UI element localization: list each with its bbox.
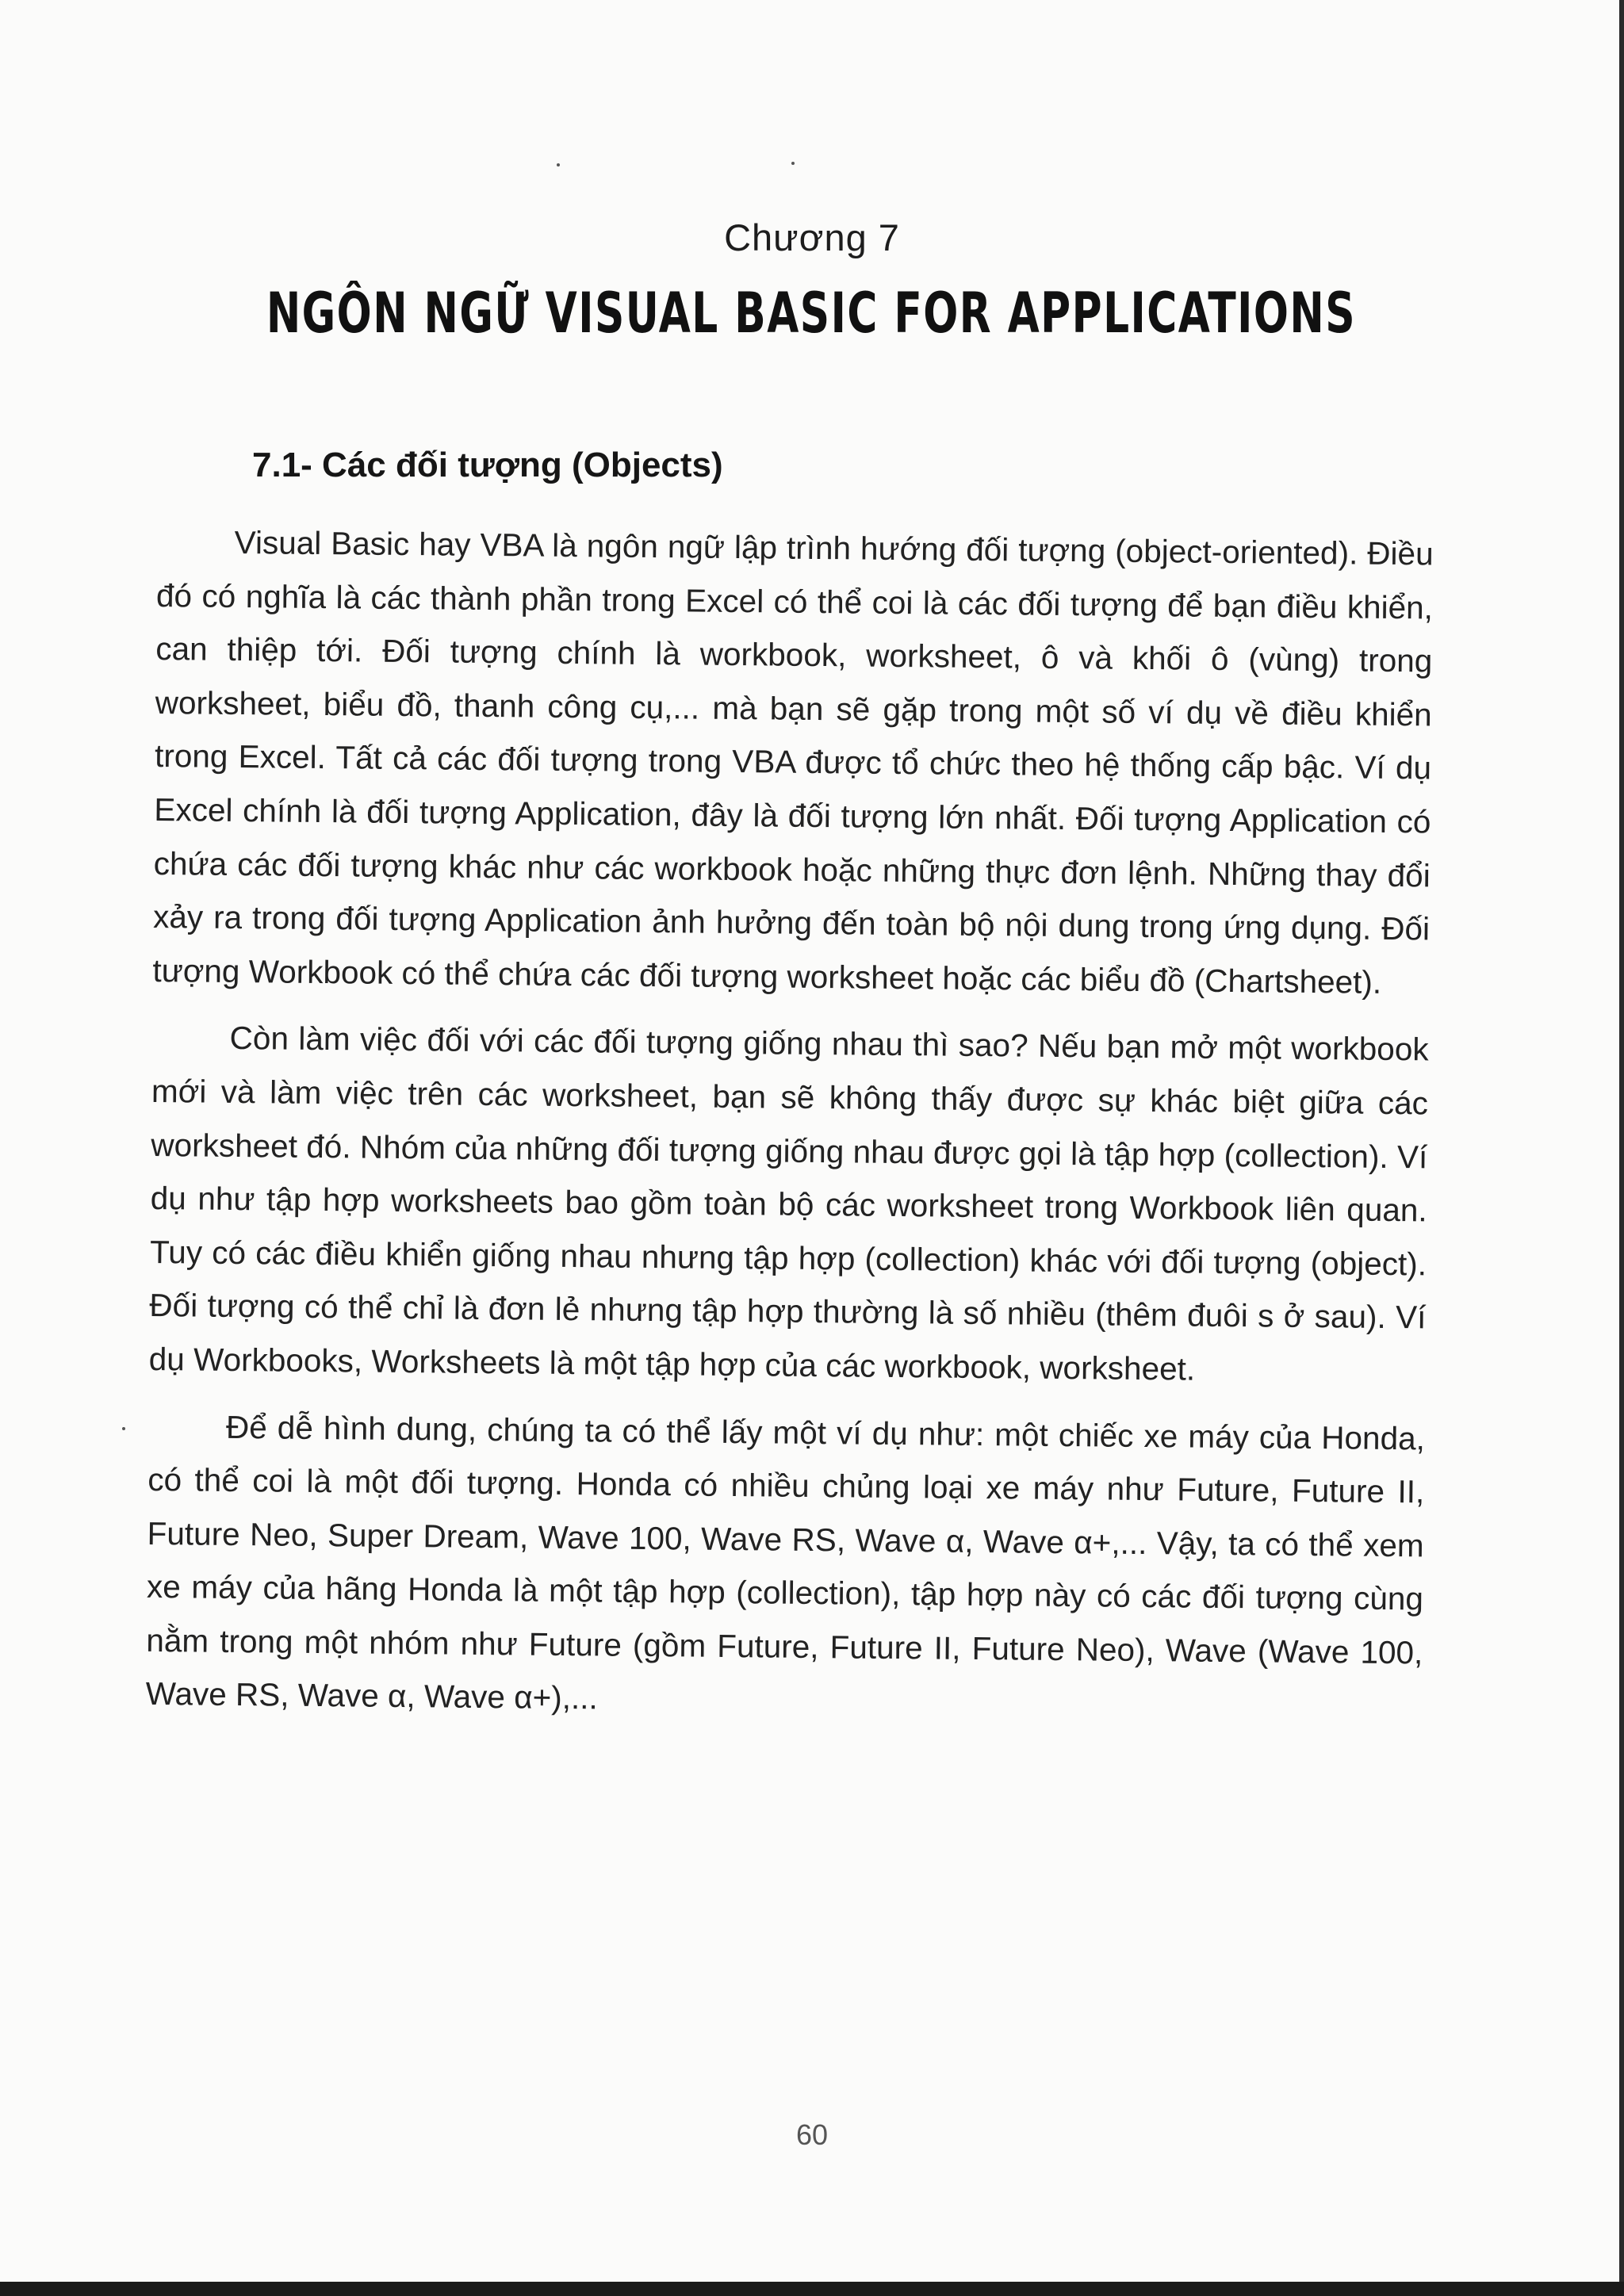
paragraph-2: Còn làm việc đối với các đối tượng giống nhau thì sao? Nếu bạn mở một workbook mới và làm việc trên các worksheet, bạn sẽ không thấy được sự khác biệt giữa các worksheet đó. Nhóm của những đối tượng giống nhau được gọi là tập hợp (collection). Ví dụ như tập hợp worksheets bao gồm toàn bộ các worksheet trong Workbook liên quan. Tuy có các điều khiển giống nhau nhưng tập hợp (collection) khác với đối tượng (object). Đối tượng có thể chỉ là đơn lẻ nhưng tập hợp thường là số nhiều (thêm đuôi s ở sau). Ví dụ Workbooks, Worksheets là một tập hợp của các workbook, worksheet. [148,1020,1429,1387]
scan-speck [557,163,560,166]
section-heading: 7.1- Các đối tượng (Objects) [252,446,723,484]
paragraph-1: Visual Basic hay VBA là ngôn ngữ lập trình hướng đối tượng (object-oriented). Điều đó có nghĩa là các thành phần trong Excel có thể coi là các đối tượng để bạn điều khiển, can thiệp tới. Đối tượng chính là workbook, worksheet, ô và khối ô (vùng) trong worksheet, biểu đồ, thanh công cụ,... mà bạn sẽ gặp trong một số ví dụ về điều khiển trong Excel. Tất cả các đối tượng trong VBA được tổ chức theo hệ thống cấp bậc. Ví dụ Excel chính là đối tượng Application, đây là đối tượng lớn nhất. Đối tượng Application có chứa các đối tượng khác như các workbook hoặc những thực đơn lệnh. Những thay đổi xảy ra trong đối tượng Application ảnh hưởng đến toàn bộ nội dung trong ứng dụng. Đối tượng Workbook có thể chứa các đối tượng worksheet hoặc các biểu đồ (Chartsheet). [152,523,1434,1001]
paragraph-3: Để dễ hình dung, chúng ta có thể lấy một ví dụ như: một chiếc xe máy của Honda, có thể coi là một đối tượng. Honda có nhiều chủng loại xe máy như Future, Future II, Future Neo, Super Dream, Wave 100, Wave RS, Wave α, Wave α+,... Vậy, ta có thể xem xe máy của hãng Honda là một tập hợp (collection), tập hợp này có các đối tượng cùng nằm trong một nhóm như Future (gồm Future, Future II, Future Neo), Wave (Wave 100, Wave RS, Wave α, Wave α+),... [145,1408,1426,1716]
scan-speck [122,1427,125,1430]
scan-edge-bottom [0,2282,1624,2296]
body-text [145,515,1434,1733]
chapter-title: NGÔN NGỮ VISUAL BASIC FOR APPLICATIONS [266,281,1357,346]
chapter-label: Chương 7 [724,216,900,258]
page-number: 60 [795,2118,829,2151]
scan-edge-right [1619,0,1624,2296]
scan-speck [791,162,795,165]
